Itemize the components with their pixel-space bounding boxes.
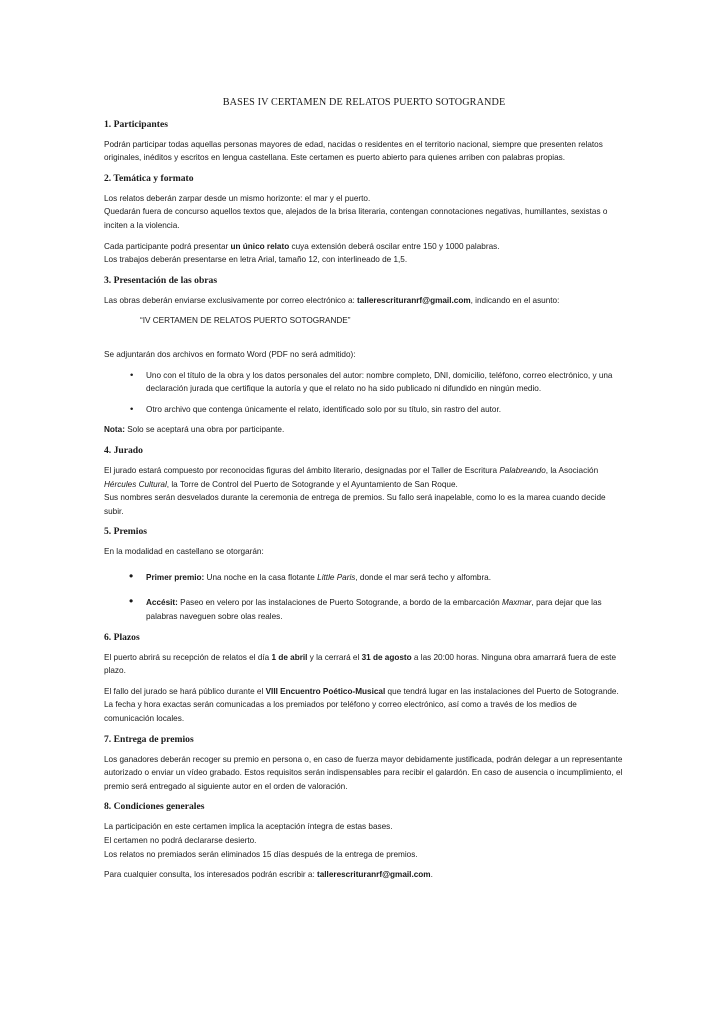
list-item: • Uno con el título de la obra y los datos personales del autor: nombre completo, DNI, domicilio, teléfono, correo electrónico, y una declaración jurada que certifique la autoría y que el relato no ha sido publicado ni difundido en ningún medio. (146, 369, 624, 396)
document-title: BASES IV CERTAMEN DE RELATOS PUERTO SOTOGRANDE (222, 97, 506, 108)
bold-run: 1 de abril (271, 652, 308, 662)
bold-run: Accésit: (146, 598, 178, 608)
email-subject: “IV CERTAMEN DE RELATOS PUERTO SOTOGRANDE” (140, 316, 351, 326)
section-heading-condiciones: 8. Condiciones generales (104, 801, 205, 813)
list-item: • Otro archivo que contenga únicamente el relato, identificado solo por su título, sin rastro del autor. (146, 403, 624, 417)
formato-line-2: Los trabajos deberán presentarse en letra Arial, tamaño 12, con interlineado de 1,5. (104, 255, 408, 265)
list-item (146, 571, 624, 585)
presentacion-files-intro: Se adjuntarán dos archivos en formato Word (PDF no será admitido): (104, 349, 356, 359)
condiciones-line-1: La participación en este certamen implica la aceptación íntegra de estas bases. (104, 822, 393, 832)
text-run: El puerto abrirá su recepción de relatos el día (104, 652, 272, 662)
section-heading-tematica: 2. Temática y formato (104, 172, 194, 184)
section-text-participantes: Podrán participar todas aquellas personas mayores de edad, nacidas o residentes en el territorio nacional, siempre que presenten relatos originales, inéditos y escritos en lengua castellana. Este certamen es puerto abierto para quienes arriben con palabras propias. (104, 139, 603, 163)
spacer (104, 334, 624, 348)
contact-email: tallerescrituranrf@gmail.com (317, 870, 431, 880)
plazos-text-1 (104, 651, 624, 678)
text-run: Una noche en la casa flotante (204, 572, 318, 582)
italic-run: Palabreando (499, 465, 546, 475)
italic-run: Hércules Cultural (104, 479, 167, 489)
bold-run: VIII Encuentro Poético-Musical (265, 686, 386, 696)
text-run: , para dejar que las palabras naveguen sobre olas reales. (146, 598, 602, 622)
formato-line-1 (104, 240, 624, 254)
note-line (104, 423, 624, 437)
tematica-line-2: Quedarán fuera de concurso aquellos textos que, alejados de la brisa literaria, contengan connotaciones negativas, humillantes, sexistas o inciten a la violencia. (104, 207, 608, 230)
presentacion-email-line (104, 294, 624, 308)
section-heading-presentacion: 3. Presentación de las obras (104, 274, 218, 286)
section-text-condiciones (104, 820, 624, 861)
bold-run: 31 de agosto (361, 652, 412, 662)
italic-run: Maxmar (501, 598, 532, 608)
list-item (146, 596, 624, 623)
text-run: , donde el mar será techo y alfombra. (355, 572, 491, 582)
bold-run: un único relato (230, 241, 290, 251)
section-heading-participantes: 1. Participantes (104, 118, 168, 130)
plazos-text-2 (104, 685, 624, 726)
section-heading-premios: 5. Premios (104, 526, 147, 538)
section-text-tematica (104, 192, 624, 233)
section-text-jurado (104, 464, 624, 518)
text-run: que tendrá lugar en las instalaciones del Puerto de Sotogrande. La fecha y hora exactas serán comunicadas a los premiados por teléfono y correo electrónico, así como a través de los medios de comunicación locales. (104, 686, 619, 724)
text-run: El fallo del jurado se hará público durante el (104, 686, 266, 696)
condiciones-line-2: El certamen no podrá declararse desierto. (104, 836, 257, 845)
italic-run: Little Paris (317, 572, 356, 582)
contact-email: tallerescrituranrf@gmail.com (357, 295, 471, 305)
section-text-entrega: Los ganadores deberán recoger su premio en persona o, en caso de fuerza mayor debidamente justificada, podrán delegar a un representante autorizado o enviar un vídeo grabado. Estos requisitos serán indispensables para recibir el galardón. En caso de ausencia o incumplimiento, el premio será entregado al siguiente autor en el orden de valoración. (104, 754, 623, 791)
section-text-formato (104, 240, 624, 267)
files-list (104, 369, 624, 417)
text-run: Para cualquier consulta, los interesados podrán escribir a: (104, 870, 317, 880)
text-run: , la Asociación (545, 465, 599, 475)
document-body (104, 96, 624, 889)
text-run: El jurado estará compuesto por reconocidas figuras del ámbito literario, designadas por el Taller de Escritura (104, 465, 500, 475)
text-run: , la Torre de Control del Puerto de Sotogrande y el Ayuntamiento de San Roque. (166, 479, 458, 489)
text-run: y la cerrará el (307, 652, 362, 662)
jurado-line-2: Sus nombres serán desvelados durante la ceremonia de entrega de premios. Su fallo será inapelable, como lo es la marea cuando decide subir. (104, 493, 606, 516)
text-run: Las obras deberán enviarse exclusivamente por correo electrónico a: (104, 295, 358, 305)
text-run: cuya extensión deberá oscilar entre 150 y 1000 palabras. (289, 241, 500, 251)
text-run: . (430, 870, 433, 880)
contact-line (104, 868, 624, 882)
section-heading-jurado: 4. Jurado (104, 444, 143, 456)
jurado-line-1 (104, 464, 624, 491)
text-run: a las 20:00 horas. Ninguna obra amarrará fuera de este plazo. (104, 652, 617, 676)
section-heading-plazos: 6. Plazos (104, 631, 140, 643)
premios-intro: En la modalidad en castellano se otorgarán: (104, 547, 264, 557)
text-run: Paseo en velero por las instalaciones de Puerto Sotogrande, a bordo de la embarcación (177, 598, 502, 608)
note-label: Nota: (104, 425, 125, 435)
text-run: , indicando en el asunto: (470, 295, 560, 305)
section-heading-entrega: 7. Entrega de premios (104, 733, 194, 745)
tematica-line-1: Los relatos deberán zarpar desde un mismo horizonte: el mar y el puerto. (104, 193, 371, 203)
note-text: Solo se aceptará una obra por participante. (124, 425, 285, 435)
bold-run: Primer premio: (146, 572, 205, 582)
text-run: Cada participante podrá presentar (104, 241, 231, 251)
condiciones-line-3: Los relatos no premiados serán eliminados 15 días después de la entrega de premios. (104, 849, 418, 859)
prizes-list (104, 571, 624, 624)
